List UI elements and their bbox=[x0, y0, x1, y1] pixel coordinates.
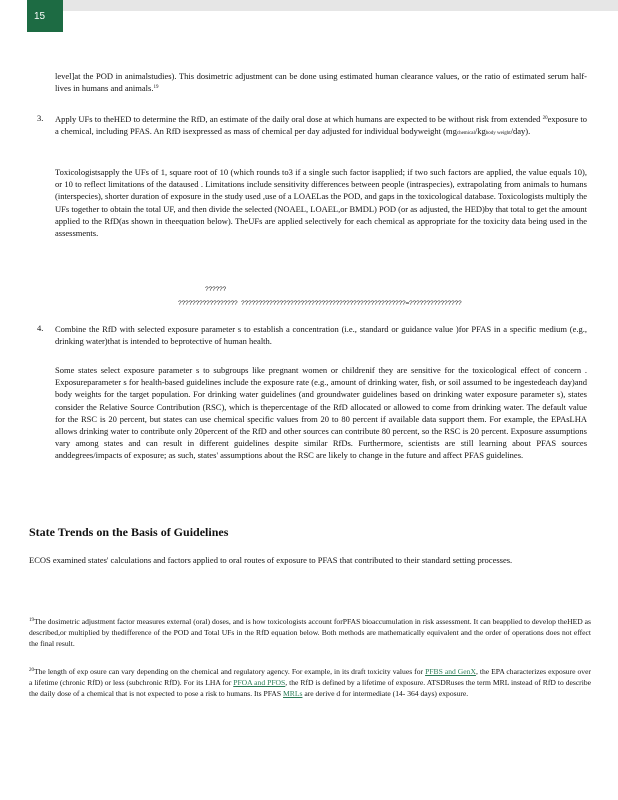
footnote-ref-20: 20 bbox=[542, 116, 548, 121]
page-number: 15 bbox=[34, 11, 46, 22]
item3-paragraph: Apply UFs to theHED to determine the RfD, an estimate of the daily oral dose at which humans are expected to be without risk from extended $^{20}$exposure to a chemical, including PFAS. An RfD isexpressed as mass of chemical per day adjusted for individual bodyweight (mgchemical/kgbody weight/day). bbox=[55, 114, 588, 137]
section-heading: State Trends on the Basis of Guidelines bbox=[29, 525, 229, 539]
list-number-3: 3. bbox=[37, 113, 44, 123]
footnote-19: $^{19}$The dosimetric adjustment factor measures external (oral) doses, and is how toxicologists account forPFAS bioaccumulation in risk assessment. It can beapplied to develop theHED as described,or multiplied by thedifference of the POD and Total UFs in the RfD equation below. Both methods are mathematically equivalent and the order of operations does not effect the final result. bbox=[29, 617, 591, 649]
intro-paragraph: level]at the POD in animalstudies). This dosimetric adjustment can be done using estimated human clearance values, or the ratio of estimated serum half-lives in humans and animals.$^{19}$ bbox=[55, 71, 587, 94]
item4-paragraph: Combine the RfD with selected exposure parameter s to establish a concentration (i.e., standard or guidance value )for PFAS in a specific medium (e.g., drinking water)that is intended to beprotective of human health. bbox=[55, 324, 587, 347]
footnote-ref-19: 19 bbox=[153, 85, 159, 91]
footnote-20: $^{20}$The length of exp osure can vary depending on the chemical and regulatory agency. For example, in its draft toxicity values for PFBS and GenX, the EPA characterizes exposure over a lifetime (chronic RfD) or less (subchronic RfD). For its LHA for PFOA and PFOS, the RfD is defined by a lifetime of exposure. ATSDRuses the term MRL instead of RfD to describe the daily dose of a chemical that is not expected to pose a risk to humans. Its PFAS MRLs are derive d for intermediate (14- 364 days) exposure. bbox=[29, 667, 591, 699]
page-number-tab bbox=[27, 0, 63, 32]
rfd-formula-equation: ????????????????? ???????????????????????????????????????????????=??????????????? bbox=[178, 300, 462, 307]
header-bar bbox=[63, 0, 618, 11]
pfbs-genx-link[interactable]: PFBS and GenX bbox=[425, 667, 476, 676]
item3-uf-paragraph: Toxicologistsapply the UFs of 1, square root of 10 (which rounds to3 if a single such factor isapplied; if two such factors are applied, the value equals 10), or 10 to reflect limitations of the dataused . Limitations include sensitivity differences between people (intraspecies), extrapolating from animals to humans (interspecies), shorter duration of exposure in the study used ,use of a LOAELas the POD, and gaps in the toxicological database. Toxicologists multiply the UFs together to obtain the total UF, and then divide the selected (NOAEL, LOAEL,or BMDL) POD (or as adjusted, the HED)by that total to get the amount applied to the RfD(as shown in theequation below). TheUFs are applied selectively for each chemical as appropriate for the toxicity data being used in the assessments. bbox=[55, 167, 587, 239]
item4-exposure-paragraph: Some states select exposure parameter s to subgroups like pregnant women or childrenif they are sensitive for the toxicological effect of concern . Exposureparameter s for health-based guidelines include the exposure rate (e.g., amount of drinking water, fish, or soil assumed to be ingestedeach day)and body weights for the target population. For drinking water guidelines (and groundwater guidelines based on drinking water exposure parameter s), states consider the Relative Source Contribution (RSC), which is thepercentage of the RfD allocated or allowed to come from drinking water. The default value for the RSC is 20 percent, but states can use chemical specific values from 20 to 80 percent if available data support them. For example, the EPAsLHA allows drinking water to contribute only 20percent of the RfD and other sources can contribute 80 percent, so the RSC is 20 percent. Exposure assumptions vary among states and can result in different guidelines despite similar RfDs. Furthermore, scientists are still learning about PFAS sources anddegrees/impacts of exposure; as such, states' assumptions about the RSC are likely to change in the future and affect PFAS guidelines. bbox=[55, 365, 587, 461]
section-body: ECOS examined states' calculations and factors applied to oral routes of exposure to PFAS that contributed to their standard setting processes. bbox=[29, 555, 513, 565]
mrls-link[interactable]: MRLs bbox=[283, 689, 303, 699]
list-number-4: 4. bbox=[37, 323, 44, 333]
pfoa-pfos-link[interactable]: PFOA and PFOS bbox=[233, 678, 286, 688]
rfd-formula-numerator: ?????? bbox=[205, 286, 227, 293]
